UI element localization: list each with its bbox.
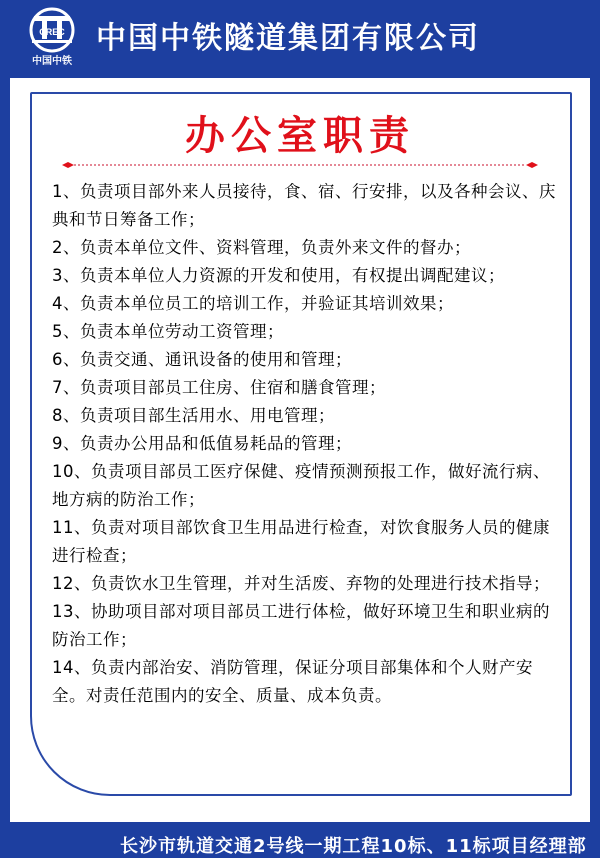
duty-item: 13、协助项目部对项目部员工进行体检，做好环境卫生和职业病的防治工作； <box>52 602 550 649</box>
title-divider <box>62 162 538 168</box>
duty-item: 10、负责项目部员工医疗保健、疫情预测预报工作，做好流行病、地方病的防治工作； <box>52 462 550 509</box>
duty-item: 2、负责本单位文件、资料管理，负责外来文件的督办； <box>52 238 471 257</box>
page-title: 办公室职责 <box>185 113 415 159</box>
duty-item: 4、负责本单位员工的培训工作，并验证其培训效果； <box>52 294 454 313</box>
duty-item: 14、负责内部治安、消防管理，保证分项目部集体和个人财产安全。对责任范围内的安全、质量、成本负责。 <box>52 658 533 705</box>
duty-item: 8、负责项目部生活用水、用电管理； <box>52 406 335 425</box>
duty-item: 1、负责项目部外来人员接待，食、宿、行安排，以及各种会议、庆典和节日筹备工作； <box>52 182 556 229</box>
header-bar <box>0 0 600 76</box>
duty-item: 5、负责本单位劳动工资管理； <box>52 322 284 341</box>
logo-caption: 中国中铁 <box>32 56 72 67</box>
duty-list <box>52 178 557 710</box>
duty-item: 3、负责本单位人力资源的开发和使用，有权提出调配建议； <box>52 266 505 285</box>
footer-bar <box>0 822 600 857</box>
logo-mark: CREC <box>39 27 65 37</box>
duty-item: 11、负责对项目部饮食卫生用品进行检查，对饮食服务人员的健康进行检查； <box>52 518 550 565</box>
crec-logo-icon <box>22 6 82 56</box>
duty-item: 9、负责办公用品和低值易耗品的管理； <box>52 434 352 453</box>
duty-item: 6、负责交通、通讯设备的使用和管理； <box>52 350 352 369</box>
company-name: 中国中铁隧道集团有限公司 <box>96 21 480 56</box>
duty-item: 7、负责项目部员工住房、住宿和膳食管理； <box>52 378 386 397</box>
duty-item: 12、负责饮水卫生管理，并对生活废、弃物的处理进行技术指导； <box>52 574 550 593</box>
footer-text: 长沙市轨道交通2号线一期工程10标、11标项目经理部 <box>120 836 587 857</box>
